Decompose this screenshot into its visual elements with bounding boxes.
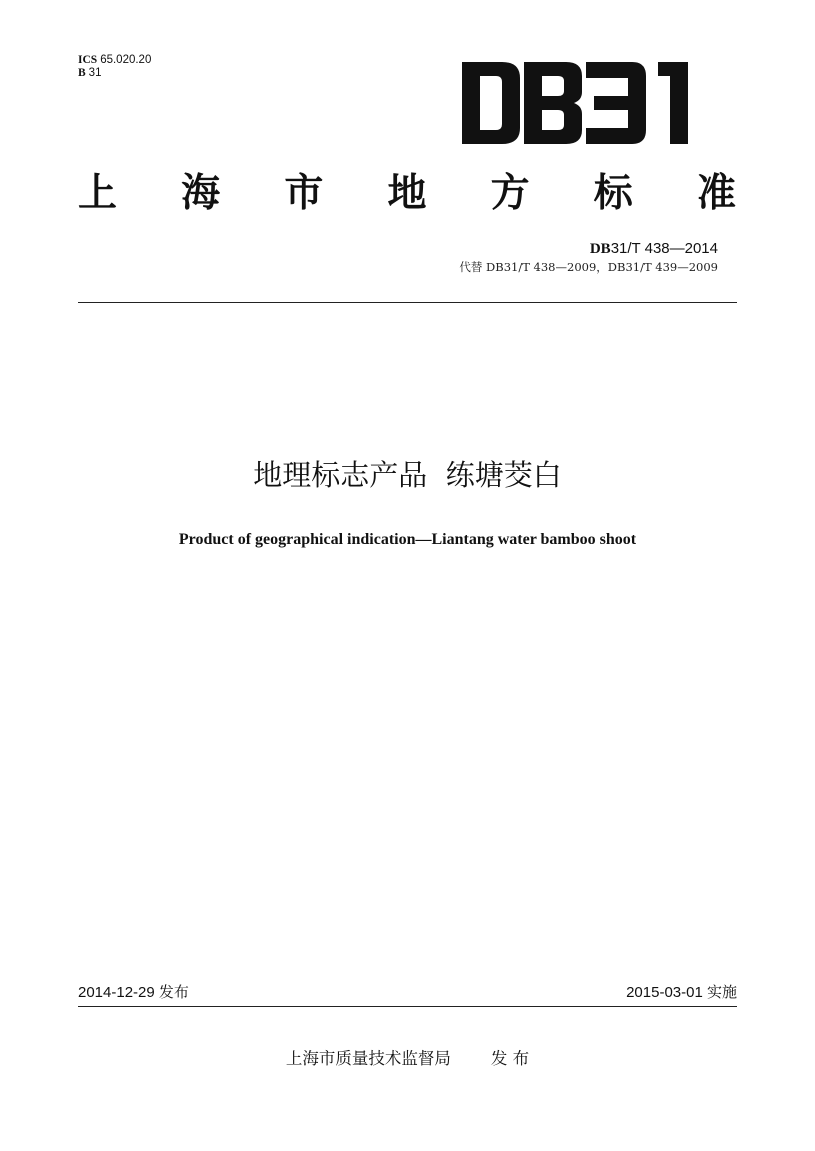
ics-label: ICS [78,54,98,66]
document-title-zh: 地理标志产品 练塘茭白 [253,458,562,492]
ccs-code: 31 [88,67,102,79]
standard-number [590,240,718,258]
title-char: 海 [181,170,221,216]
implementation-date: 2015-03-01 实施 [626,984,737,1001]
ccs-code-line [78,67,101,80]
issue-date: 2014-12-29 发布 [78,984,189,1001]
title-char: 地 [387,170,427,216]
title-char: 上 [78,170,118,216]
standard-number-rest: 31/T 438—2014 [610,240,718,257]
ccs-label: B [78,67,86,79]
title-char: 标 [593,170,633,216]
standard-type-title [78,166,736,220]
header-divider [78,302,737,303]
footer-divider [78,1006,737,1007]
issuer-action: 发 布 [490,1049,530,1068]
title-char: 准 [696,170,736,216]
issuer-name: 上海市质量技术监督局 [285,1049,451,1068]
standard-number-prefix: DB [589,241,611,257]
ics-code-line [78,54,151,67]
db31-logo [462,62,690,144]
document-title-en: Product of geographical indication—Liantang water bamboo shoot [178,531,637,548]
title-char: 方 [490,170,530,216]
issuer-line [0,1049,815,1069]
title-char: 市 [284,170,324,216]
ics-code: 65.020.20 [100,54,152,66]
replaces-note: 代替 DB31/T 438—2009，DB31/T 439—2009 [459,260,718,274]
